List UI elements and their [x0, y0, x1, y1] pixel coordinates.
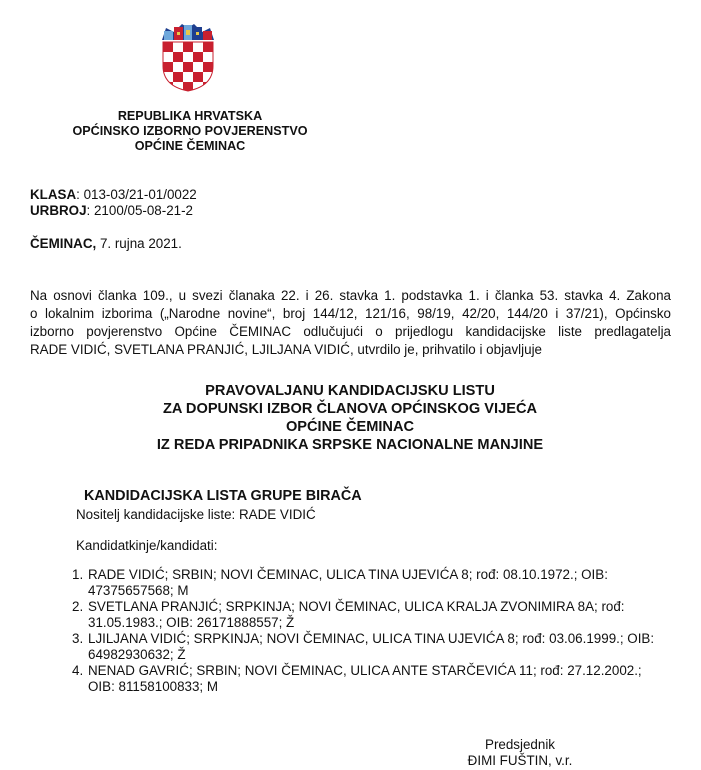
klasa-label: KLASA [30, 187, 77, 202]
date: 7. rujna 2021. [96, 236, 182, 251]
place-date-line [30, 236, 182, 252]
candidate-details: 31.05.1983.; OIB: 26171888557; Ž [88, 615, 295, 630]
header-commission: OPĆINSKO IZBORNO POVJERENSTVO [72, 124, 308, 138]
candidate-number: 3. [72, 631, 84, 646]
candidates-label: Kandidatkinje/kandidati: [76, 538, 218, 553]
candidate-details: NENAD GAVRIĆ; SRBIN; NOVI ČEMINAC, ULICA ANTE STARČEVIĆA 11; rođ: 27.12.2002.; [88, 663, 642, 678]
intro-line: RADE VIDIĆ, SVETLANA PRANJIĆ, LJILJANA VIDIĆ, utvrdilo je, prihvatilo i objavljuje [30, 342, 543, 357]
title-line: OPĆINE ČEMINAC [285, 419, 415, 435]
signature-name: ĐIMI FUŠTIN, v.r. [467, 753, 573, 768]
candidate-details: 64982930632; Ž [88, 647, 186, 662]
candidate-details: OIB: 81158100833; M [88, 679, 219, 694]
header-republic: REPUBLIKA HRVATSKA [117, 109, 263, 123]
candidate-details: SVETLANA PRANJIĆ; SRPKINJA; NOVI ČEMINAC, ULICA KRALJA ZVONIMIRA 8A; rođ: [88, 599, 625, 614]
candidate-number: 4. [72, 663, 84, 678]
place: ČEMINAC, [30, 236, 97, 251]
urbroj-value: : 2100/05-08-21-2 [86, 203, 194, 218]
intro-paragraph [30, 287, 671, 359]
title-line: IZ REDA PRIPADNIKA SRPSKE NACIONALNE MANJINE [156, 437, 544, 453]
candidate-details: 47375657568; M [88, 583, 189, 598]
candidate-number: 2. [72, 599, 84, 614]
document-title [40, 382, 660, 454]
klasa-value: : 013-03/21-01/0022 [76, 187, 197, 202]
title-line: PRAVOVALJANU KANDIDACIJSKU LISTU [205, 383, 495, 399]
signature-block [420, 737, 620, 769]
urbroj-label: URBROJ [30, 203, 87, 218]
list-heading: KANDIDACIJSKA LISTA GRUPE BIRAČA [84, 488, 362, 504]
header-municipality: OPĆINE ČEMINAC [134, 139, 246, 153]
document-header [40, 109, 340, 154]
intro-line: Na osnovi članka 109., u svezi članaka 22. i 26. stavka 1. podstavka 1. i članka 53. stavka 4. Zakona [30, 288, 671, 303]
candidate-item [72, 663, 672, 695]
candidate-details: LJILJANA VIDIĆ; SRPKINJA; NOVI ČEMINAC, ULICA TINA UJEVIĆA 8; rođ: 03.06.1999.; OIB: [88, 631, 655, 646]
candidate-details: RADE VIDIĆ; SRBIN; NOVI ČEMINAC, ULICA TINA UJEVIĆA 8; rođ: 08.10.1972.; OIB: [88, 567, 608, 582]
candidate-item [72, 567, 672, 599]
title-line: ZA DOPUNSKI IZBOR ČLANOVA OPĆINSKOG VIJEĆA [162, 401, 538, 417]
candidate-number: 1. [72, 567, 84, 582]
candidate-item [72, 631, 672, 663]
candidates-list [72, 567, 672, 695]
klasa-line [30, 187, 197, 203]
list-carrier: Nositelj kandidacijske liste: RADE VIDIĆ [76, 507, 316, 522]
urbroj-line [30, 203, 193, 219]
intro-line: o lokalnim izborima („Narodne novine“, broj 144/12, 121/16, 98/19, 42/20, 144/20 i 37/21), Općinsko [30, 306, 671, 321]
intro-line: izborno povjerenstvo Općine ČEMINAC odlučujući o prijedlogu kandidacijske liste predlagatelja [30, 324, 671, 339]
croatian-coat-of-arms-icon [158, 20, 218, 92]
candidate-item [72, 599, 672, 631]
signature-role: Predsjednik [485, 737, 555, 752]
